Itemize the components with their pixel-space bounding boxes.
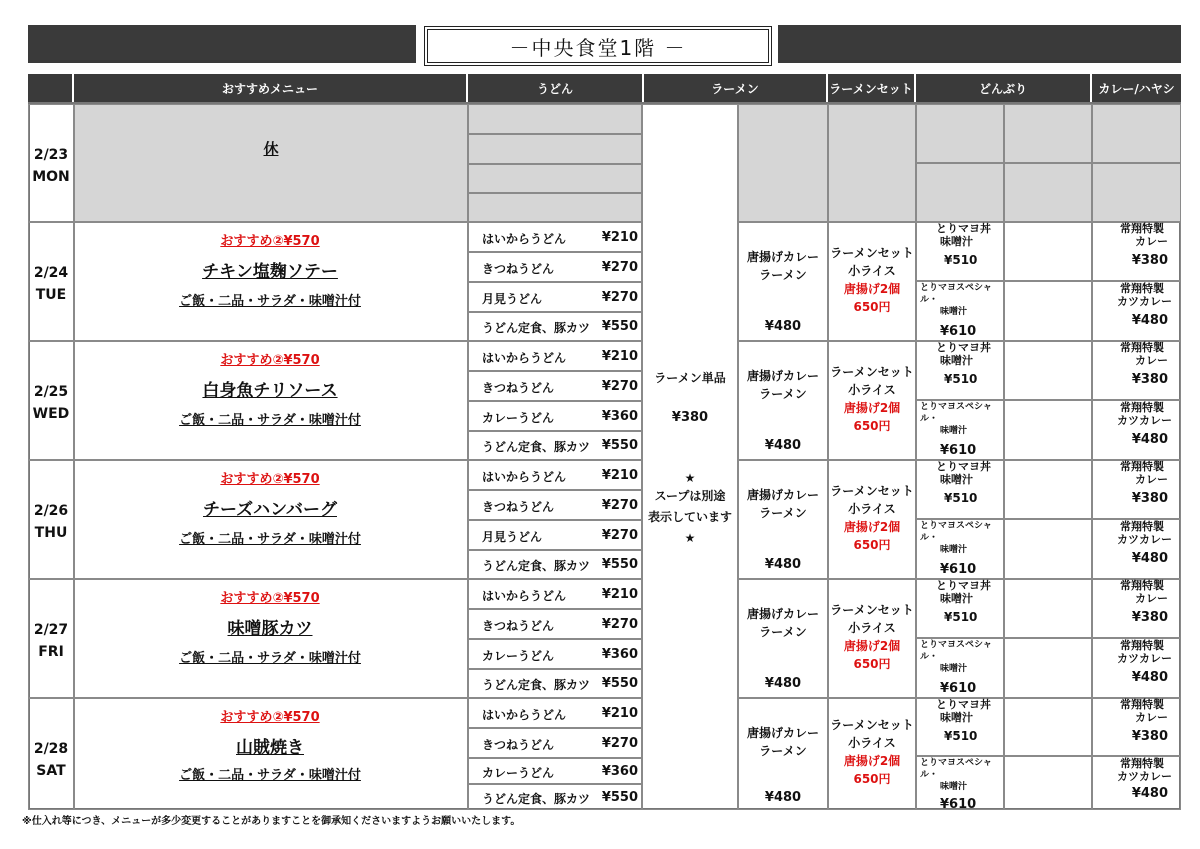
udon-item: きつねうどん <box>482 500 555 514</box>
header-ramen: ラーメン <box>644 74 826 102</box>
udon-price: ¥550 <box>601 557 638 572</box>
udon-item: きつねうどん <box>482 381 555 395</box>
curry-2: 常翔特製 カツカレー ¥480 <box>1117 520 1172 566</box>
recommend-sides: ご飯・二品・サラダ・味噌汁付 <box>179 294 361 309</box>
curry-1: 常翔特製 カレー ¥380 <box>1120 460 1168 506</box>
udon-item: はいからうどん <box>482 589 567 603</box>
don-1: とりマヨ丼 味噌汁 ¥510 <box>936 579 991 624</box>
udon-item: うどん定食、豚カツ <box>482 440 591 454</box>
closed-curry-1 <box>1092 104 1181 163</box>
udon-price: ¥360 <box>601 764 638 779</box>
udon-price: ¥210 <box>601 468 638 483</box>
header-ramen-set: ラーメンセット <box>828 74 914 102</box>
don-1: とりマヨ丼 味噌汁 ¥510 <box>936 222 991 267</box>
date-label: 2/28 SAT <box>33 741 69 779</box>
closed-don-2 <box>1004 104 1092 163</box>
udon-item: うどん定食、豚カツ <box>482 678 591 692</box>
closed-udon-3 <box>468 164 642 193</box>
don-2: とりマヨスペシャル・ 味噌汁 ¥610 <box>920 640 992 696</box>
udon-price: ¥270 <box>601 260 638 275</box>
udon-item: きつねうどん <box>482 619 555 633</box>
don-1: とりマヨ丼 味噌汁 ¥510 <box>936 460 991 505</box>
ramen-note-1: スープは別途 <box>654 489 726 503</box>
don-cell <box>1004 756 1092 810</box>
curry-2: 常翔特製 カツカレー ¥480 <box>1117 639 1172 685</box>
don-2: とりマヨスペシャル・ 味噌汁 ¥610 <box>920 521 992 577</box>
date-label: 2/27 FRI <box>33 622 69 660</box>
udon-price: ¥550 <box>601 676 638 691</box>
udon-price: ¥550 <box>601 790 638 805</box>
closed-udon-4 <box>468 193 642 222</box>
date-label: 2/25 WED <box>32 384 70 422</box>
don-cell <box>1004 400 1092 460</box>
ramen-set-text: ラーメンセット 小ライス 唐揚げ2個 650円 <box>830 365 914 433</box>
ramen-set-text: ラーメンセット 小ライス 唐揚げ2個 650円 <box>830 246 914 314</box>
closed-label: 休 <box>263 140 279 158</box>
ramen-single-label: ラーメン単品 <box>654 371 726 385</box>
ramen-name: 唐揚げカレー ラーメン <box>746 607 819 639</box>
don-cell <box>1004 579 1092 638</box>
don-cell <box>1004 281 1092 341</box>
recommend-dish: チーズハンバーグ <box>203 500 337 520</box>
date-label: 2/26 THU <box>33 503 69 541</box>
recommend-label: おすすめ②¥570 <box>220 472 320 487</box>
udon-item: きつねうどん <box>482 262 555 276</box>
udon-item: はいからうどん <box>482 232 567 246</box>
ramen-price: ¥480 <box>764 438 802 453</box>
udon-price: ¥270 <box>601 617 638 632</box>
don-1: とりマヨ丼 味噌汁 ¥510 <box>936 698 991 743</box>
header-curry: カレー/ハヤシ <box>1092 74 1181 102</box>
ramen-note-2: 表示しています <box>647 510 732 524</box>
closed-set <box>828 104 916 222</box>
recommend-label: おすすめ②¥570 <box>220 234 320 249</box>
recommend-sides: ご飯・二品・サラダ・味噌汁付 <box>179 651 361 666</box>
udon-item: うどん定食、豚カツ <box>482 792 591 806</box>
udon-price: ¥270 <box>601 498 638 513</box>
recommend-dish: チキン塩麹ソテー <box>202 262 338 282</box>
page-title: －中央食堂1階 － <box>424 26 772 66</box>
don-cell <box>1004 638 1092 698</box>
ramen-note-star: ★ <box>684 471 696 485</box>
don-cell <box>1004 341 1092 400</box>
udon-item: カレーうどん <box>482 649 555 663</box>
udon-item: カレーうどん <box>482 411 555 425</box>
closed-ramen <box>738 104 828 222</box>
udon-price: ¥270 <box>601 528 638 543</box>
don-cell <box>1004 460 1092 519</box>
banner-right <box>778 25 1181 63</box>
ramen-single-price: ¥380 <box>671 410 709 425</box>
recommend-label: おすすめ②¥570 <box>220 591 320 606</box>
header-blank <box>28 74 72 102</box>
don-2: とりマヨスペシャル・ 味噌汁 ¥610 <box>920 283 992 339</box>
recommend-sides: ご飯・二品・サラダ・味噌汁付 <box>179 413 361 428</box>
curry-1: 常翔特製 カレー ¥380 <box>1120 341 1168 387</box>
banner-left <box>28 25 416 63</box>
udon-price: ¥360 <box>601 409 638 424</box>
footnote: ※仕入れ等につき、メニューが多少変更することがありますことを御承知くださいますようお願いいたします。 <box>22 816 521 827</box>
ramen-name: 唐揚げカレー ラーメン <box>746 369 819 401</box>
curry-1: 常翔特製 カレー ¥380 <box>1120 579 1168 625</box>
closed-don-1 <box>916 104 1004 163</box>
closed-udon-2 <box>468 134 642 164</box>
udon-price: ¥270 <box>601 379 638 394</box>
closed-don-4 <box>1004 163 1092 222</box>
ramen-set-text: ラーメンセット 小ライス 唐揚げ2個 650円 <box>830 484 914 552</box>
curry-2: 常翔特製 カツカレー ¥480 <box>1117 282 1172 328</box>
closed-recommend-cell <box>74 104 468 222</box>
ramen-name: 唐揚げカレー ラーメン <box>746 726 819 758</box>
don-cell <box>1004 519 1092 579</box>
udon-price: ¥550 <box>601 319 638 334</box>
don-2: とりマヨスペシャル・ 味噌汁 ¥610 <box>920 758 992 812</box>
ramen-price: ¥480 <box>764 676 802 691</box>
udon-price: ¥210 <box>601 349 638 364</box>
recommend-sides: ご飯・二品・サラダ・味噌汁付 <box>179 532 361 547</box>
udon-item: きつねうどん <box>482 738 555 752</box>
don-cell <box>1004 698 1092 756</box>
closed-curry-2 <box>1092 163 1181 222</box>
closed-don-3 <box>916 163 1004 222</box>
header-udon: うどん <box>468 74 642 102</box>
udon-price: ¥270 <box>601 736 638 751</box>
recommend-dish: 白身魚チリソース <box>202 381 338 401</box>
udon-item: うどん定食、豚カツ <box>482 559 591 573</box>
udon-price: ¥210 <box>601 587 638 602</box>
date-label: 2/24 TUE <box>33 265 69 303</box>
ramen-single-column <box>642 104 738 810</box>
don-2: とりマヨスペシャル・ 味噌汁 ¥610 <box>920 402 992 458</box>
udon-item: 月見うどん <box>482 530 543 544</box>
ramen-price: ¥480 <box>764 319 802 334</box>
udon-price: ¥270 <box>601 290 638 305</box>
date-label: 2/23 MON <box>32 147 70 185</box>
don-1: とりマヨ丼 味噌汁 ¥510 <box>936 341 991 386</box>
ramen-note-star: ★ <box>684 531 696 545</box>
header-donburi: どんぶり <box>916 74 1090 102</box>
don-cell <box>1004 222 1092 281</box>
recommend-sides: ご飯・二品・サラダ・味噌汁付 <box>179 768 361 783</box>
recommend-label: おすすめ②¥570 <box>220 353 320 368</box>
udon-item: カレーうどん <box>482 766 555 780</box>
ramen-set-text: ラーメンセット 小ライス 唐揚げ2個 650円 <box>830 718 914 786</box>
udon-price: ¥360 <box>601 647 638 662</box>
udon-price: ¥210 <box>601 230 638 245</box>
closed-udon-1 <box>468 104 642 134</box>
udon-item: はいからうどん <box>482 470 567 484</box>
udon-item: 月見うどん <box>482 292 543 306</box>
udon-item: はいからうどん <box>482 351 567 365</box>
recommend-dish: 味噌豚カツ <box>227 619 313 639</box>
ramen-price: ¥480 <box>764 557 802 572</box>
udon-item: うどん定食、豚カツ <box>482 321 591 335</box>
ramen-set-text: ラーメンセット 小ライス 唐揚げ2個 650円 <box>830 603 914 671</box>
curry-2: 常翔特製 カツカレー ¥480 <box>1117 401 1172 447</box>
ramen-name: 唐揚げカレー ラーメン <box>746 250 819 282</box>
header-recommend: おすすめメニュー <box>74 74 466 102</box>
udon-price: ¥210 <box>601 706 638 721</box>
ramen-price: ¥480 <box>764 790 802 805</box>
recommend-label: おすすめ②¥570 <box>220 710 320 725</box>
udon-price: ¥550 <box>601 438 638 453</box>
curry-2: 常翔特製 カツカレー ¥480 <box>1117 757 1172 801</box>
ramen-name: 唐揚げカレー ラーメン <box>746 488 819 520</box>
curry-1: 常翔特製 カレー ¥380 <box>1120 698 1168 744</box>
udon-item: はいからうどん <box>482 708 567 722</box>
curry-1: 常翔特製 カレー ¥380 <box>1120 222 1168 268</box>
recommend-dish: 山賊焼き <box>236 738 304 758</box>
